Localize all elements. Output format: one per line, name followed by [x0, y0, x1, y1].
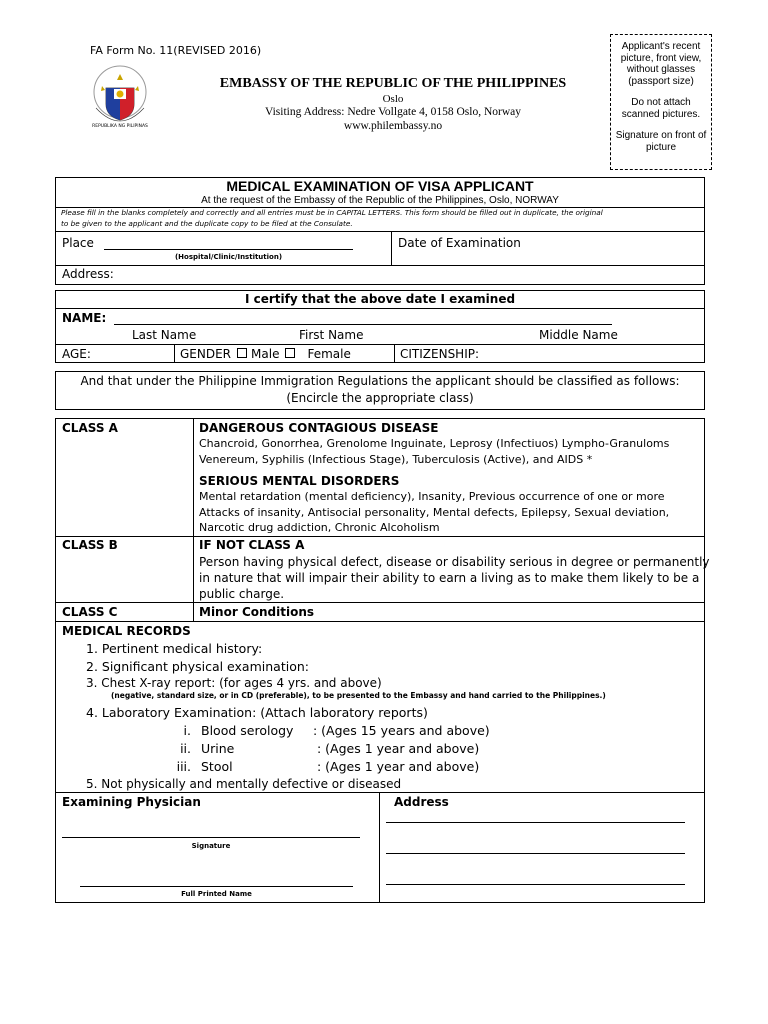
gender-field: [180, 347, 351, 361]
examining-physician-label: Examining Physician: [62, 795, 201, 809]
sub-item-urine: Urine: [201, 741, 235, 756]
certify-title: I certify that the above date I examined: [244, 292, 516, 306]
name-input[interactable]: [114, 324, 612, 325]
record-item-2: 2. Significant physical examination:: [86, 659, 309, 674]
sub-item-iii-num: iii.: [176, 759, 191, 774]
middle-name-label: Middle Name: [539, 328, 618, 342]
divider: [55, 344, 705, 345]
class-a-text-2: Venereum, Syphilis (Infectious Stage), Tuberculosis (Active), and AIDS *: [199, 453, 593, 466]
class-a-text-4: Attacks of insanity, Antisocial personality, Mental defects, Epilepsy, Sexual deviation,: [199, 506, 670, 519]
place-sublabel: (Hospital/Clinic/Institution): [174, 253, 283, 261]
citizenship-label: CITIZENSHIP:: [400, 347, 480, 361]
last-name-label: Last Name: [132, 328, 197, 342]
instruction-line-1: Please fill in the blanks completely and correctly and all entries must be in CAPITAL LETTERS. This form should be filled out in duplicate, the original: [61, 208, 603, 217]
class-b-text-2: in nature that will impair their ability to earn a living as to make them likely to be a: [199, 571, 700, 585]
class-b-heading: IF NOT CLASS A: [199, 538, 305, 552]
sub-item-ii-num: ii.: [180, 741, 191, 756]
record-item-5: 5. Not physically and mentally defective or diseased: [86, 777, 402, 791]
date-of-exam-label: Date of Examination: [398, 236, 521, 250]
name-label: NAME:: [62, 311, 107, 325]
class-b-text-1: Person having physical defect, disease or disability serious in degree or permanently: [199, 555, 710, 569]
sub-item-urine-value: : (Ages 1 year and above): [317, 741, 480, 756]
divider: [394, 344, 395, 363]
visiting-address: Visiting Address: Nedre Vollgate 4, 0158 Oslo, Norway: [264, 106, 521, 118]
divider: [174, 344, 175, 363]
divider: [55, 308, 705, 309]
divider: [391, 231, 392, 265]
form-title: MEDICAL EXAMINATION OF VISA APPLICANT: [226, 178, 534, 194]
address-input-line-3[interactable]: [386, 884, 685, 885]
sub-item-blood-value: : (Ages 15 years and above): [313, 723, 490, 738]
photo-instruction-2: Do not attach scanned pictures.: [621, 97, 701, 120]
divider: [379, 792, 380, 903]
gender-label: GENDER: [180, 347, 232, 361]
instruction-line-2: to be given to the applicant and the duplicate copy to be filed at the Consulate.: [61, 219, 353, 228]
class-b-text-3: public charge.: [199, 587, 285, 601]
age-label: AGE:: [62, 347, 91, 361]
class-a-heading-2: SERIOUS MENTAL DISORDERS: [199, 474, 400, 488]
address-input-line-2[interactable]: [386, 853, 685, 854]
seal-caption: REPUBLIKA NG PILIPINAS: [92, 124, 148, 129]
class-c-heading: Minor Conditions: [199, 605, 315, 619]
sub-item-stool: Stool: [201, 759, 233, 774]
class-a-text-5: Narcotic drug addiction, Chronic Alcoholism: [199, 521, 440, 534]
place-label: Place: [62, 236, 94, 250]
address-label: Address:: [62, 267, 114, 281]
male-checkbox[interactable]: [237, 348, 247, 358]
female-checkbox[interactable]: [285, 348, 295, 358]
divider: [55, 536, 705, 537]
sub-item-stool-value: : (Ages 1 year and above): [317, 759, 480, 774]
sub-item-blood: Blood serology: [201, 723, 294, 738]
place-input[interactable]: [104, 249, 353, 250]
class-c-label[interactable]: CLASS C: [62, 605, 118, 619]
encircle-instruction: (Encircle the appropriate class): [286, 391, 474, 405]
photo-instruction-3: Signature on front of picture: [615, 130, 707, 153]
embassy-website: www.philembassy.no: [343, 120, 443, 132]
male-label: Male: [251, 347, 280, 361]
class-b-label[interactable]: CLASS B: [62, 538, 118, 552]
address-input-line-1[interactable]: [386, 822, 685, 823]
form-number: FA Form No. 11(REVISED 2016): [90, 44, 262, 57]
record-item-3: 3. Chest X-ray report: (for ages 4 yrs. and above): [86, 676, 382, 690]
divider: [55, 792, 705, 793]
divider: [55, 602, 705, 603]
divider: [55, 265, 705, 266]
record-item-4: 4. Laboratory Examination: (Attach laboratory reports): [86, 705, 428, 720]
full-name-label: Full Printed Name: [181, 890, 252, 898]
class-a-text-1: Chancroid, Gonorrhea, Grenolome Inguinate, Leprosy (Infectiuos) Lympho-Granuloms: [199, 437, 670, 450]
medical-records-title: MEDICAL RECORDS: [62, 624, 191, 638]
photo-instruction-1: Applicant's recent picture, front view, without glasses (passport size): [620, 41, 702, 87]
photo-box[interactable]: [610, 34, 712, 170]
female-label: Female: [307, 347, 351, 361]
record-item-1: 1. Pertinent medical history:: [86, 641, 263, 656]
record-item-3-note: (negative, standard size, or in CD (preferable), to be presented to the Embassy and hand carried to the Philippines.): [111, 691, 606, 700]
signature-label: Signature: [191, 842, 231, 850]
embassy-city: Oslo: [382, 93, 404, 105]
full-name-input[interactable]: [80, 886, 353, 887]
class-a-heading-1: DANGEROUS CONTAGIOUS DISEASE: [199, 421, 439, 435]
sub-item-i-num: i.: [183, 723, 191, 738]
form-subtitle: At the request of the Embassy of the Republic of the Philippines, Oslo, NORWAY: [201, 195, 559, 206]
physician-address-label: Address: [394, 795, 449, 809]
classification-text: And that under the Philippine Immigration Regulations the applicant should be classified as follows:: [80, 374, 680, 388]
divider: [193, 418, 194, 621]
class-a-text-3: Mental retardation (mental deficiency), Insanity, Previous occurrence of one or more: [199, 490, 665, 503]
first-name-label: First Name: [299, 328, 364, 342]
class-a-label[interactable]: CLASS A: [62, 421, 118, 435]
divider: [55, 231, 705, 232]
signature-input[interactable]: [62, 837, 360, 838]
divider: [55, 621, 705, 622]
embassy-name: EMBASSY OF THE REPUBLIC OF THE PHILIPPINES: [219, 76, 567, 91]
